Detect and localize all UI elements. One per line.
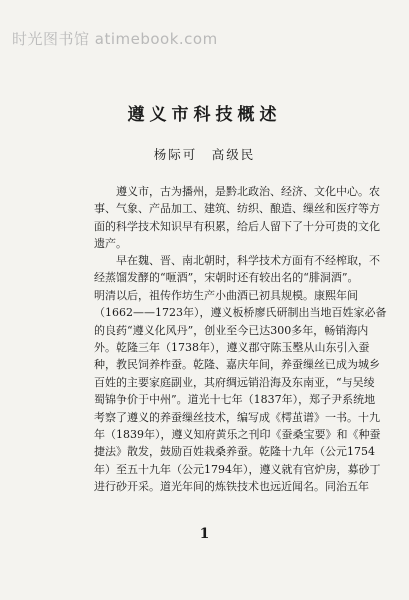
text-line: 事、气象、产品加工、建筑、纺织、酿造、缫丝和医疗等方 [94, 202, 380, 216]
authors: 杨际可 高级民 [153, 147, 256, 162]
paragraph-1 [94, 183, 380, 253]
text-line: 考察了遵义的养蚕缫丝技术，编写成《樗茧谱》一书。十九 [94, 410, 380, 424]
text-line: 明清以后，祖传作坊生产小曲酒已初具规模。康熙年间 [94, 288, 358, 302]
text-line: （1662——1723年），遵义板桥廖氏研制出当地百姓家必备 [94, 306, 387, 320]
text-line: 捷法》散发，鼓励百姓栽桑养蚕。乾隆十九年（公元1754 [94, 445, 375, 459]
text-line: 遗产。 [94, 237, 127, 251]
text-line: 经蒸馏发酵的“咂酒”，宋朝时还有较出名的“腓洞酒”。 [94, 271, 359, 285]
text-line: 进行砂开采。道光年间的炼铁技术也远近闻名。同治五年 [94, 480, 369, 494]
watermark: 时光图书馆 atimebook.com [12, 30, 218, 48]
text-line: 百姓的主要家庭副业，其府绸远销沿海及东南亚，“与吴绫 [94, 375, 375, 389]
text-line: 蜀锦争价于中州”。道光十七年（1837年），郑子尹系统地 [94, 393, 376, 407]
paragraph-2 [94, 252, 387, 495]
text-line: 的良药“遵义化风丹”，创业至今已达300多年，畅销海内 [94, 323, 369, 337]
text-line: 种，教民饲养柞蚕。乾隆、嘉庆年间，养蚕缫丝已成为城乡 [94, 358, 380, 372]
text-line: 年（1839年），遵义知府黄乐之刊印《蚕桑宝要》和《种蚕 [94, 427, 381, 441]
text-line: 年）至五十九年（公元1794年），遵义就有官炉房，募砂丁 [94, 462, 381, 476]
page-title: 遵义市科技概述 [127, 105, 282, 125]
text-line: 面的科学技术知识早有积累，给后人留下了十分可贵的文化 [94, 219, 380, 233]
text-line: 遵义市，古为播州，是黔北政治、经济、文化中心。农 [94, 185, 380, 198]
page-number: 1 [199, 526, 210, 542]
text-line: 外。乾隆三年（1738年），遵义郡守陈玉壂从山东引入蚕 [94, 340, 370, 354]
text-line: 早在魏、晋、南北朝时，科学技术方面有不经榨取，不 [94, 254, 380, 267]
